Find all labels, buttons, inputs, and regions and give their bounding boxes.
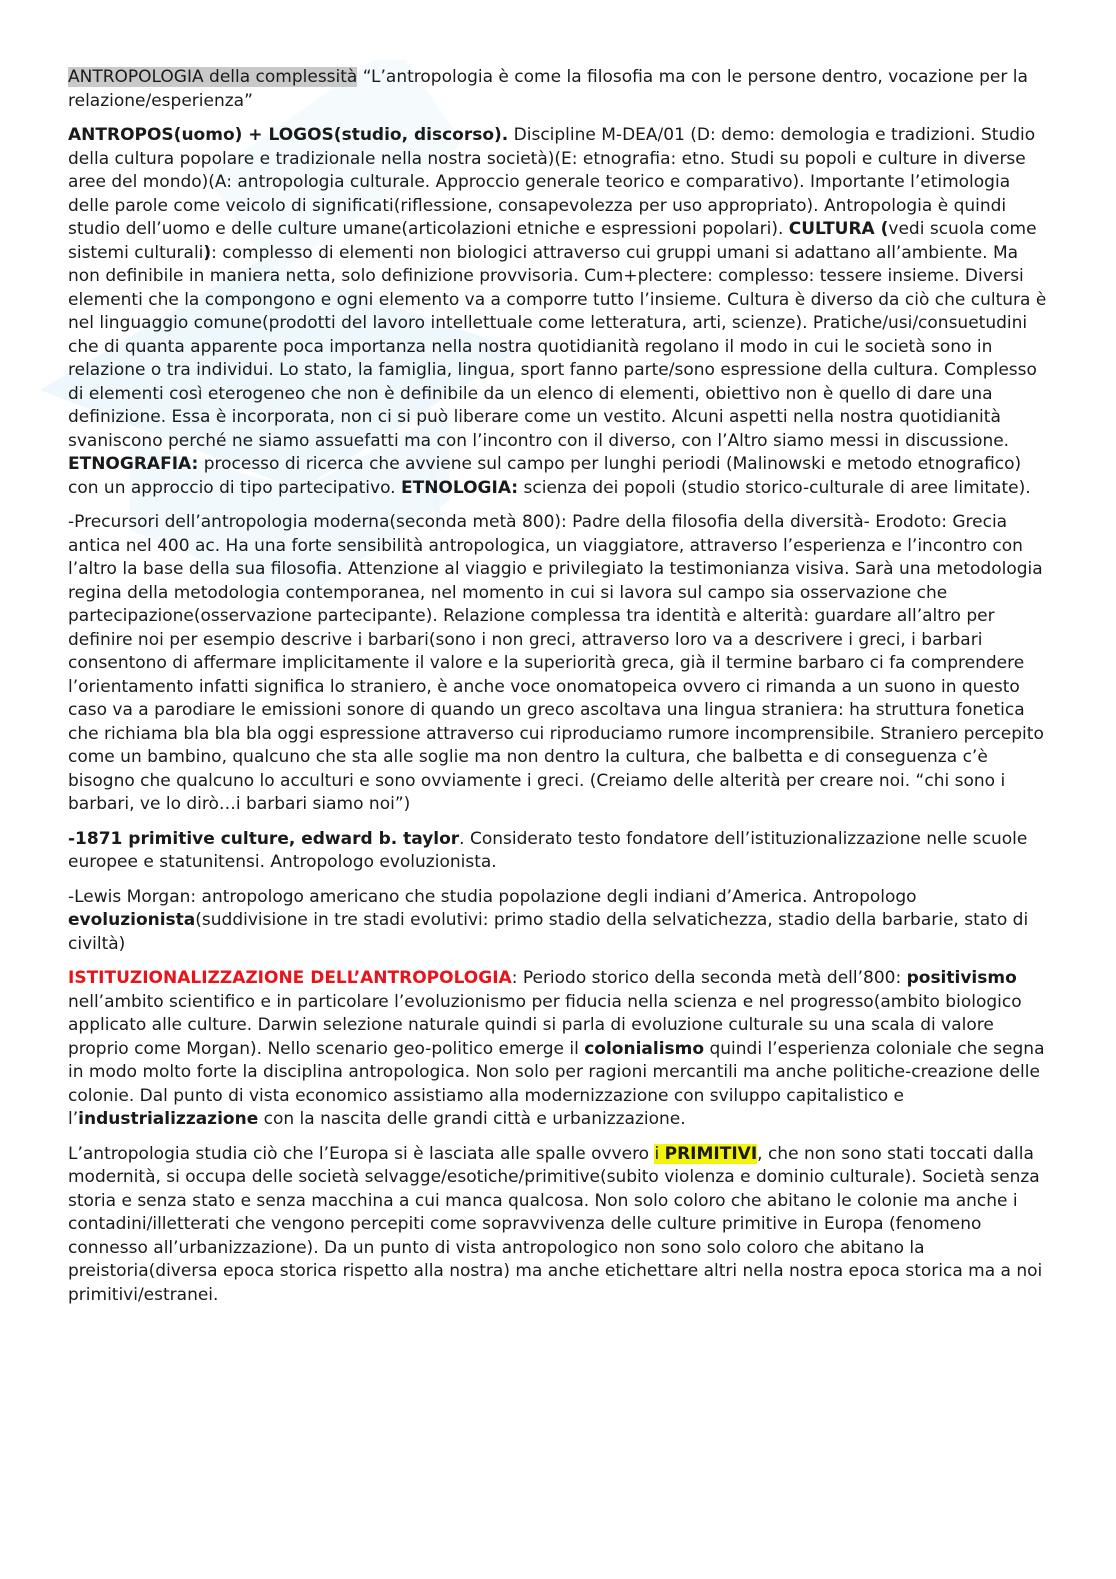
paragraph-definitions (68, 124, 1053, 500)
etnologia-term: ETNOLOGIA: (400, 477, 519, 498)
document-page (68, 66, 1053, 1318)
text-span: , che non sono stati toccati dalla modernità, si occupa delle società selvagge/esotiche/primitive(subito violenza e dominio culturale). Società senza storia e senza stato e senza macchina a cui manca qualcosa. Non solo coloro che abitano le colonie ma anche i contadini/illetterati che vengono percepiti come sopravvivenza delle culture primitive in Europa (fenomeno connesso all’urbanizzazione). Da un punto di vista antropologico non sono solo coloro che abitano la preistoria(diversa epoca storica rispetto alla nostra) ma anche etichettare altri nella nostra epoca storica ma a noi primitivi/estranei. (68, 1143, 1043, 1305)
highlight-article: i (654, 1143, 665, 1164)
text-span: quindi l’esperienza coloniale che segna in modo molto forte la disciplina antropologica. Non solo per ragioni mercantili ma anche politiche-creazione delle colonie. Dal punto di vista economico assistiamo alla modernizzazione con sviluppo capitalistico e l’ (68, 1038, 1045, 1129)
text-span: -Lewis Morgan: antropologo americano che studia popolazione degli indiani d’America. Antropologo (68, 886, 917, 907)
primitivi-term: PRIMITIVI (664, 1143, 758, 1164)
text-span: (suddivisione in tre stadi evolutivi: primo stadio della selvatichezza, stadio della barbarie, stato di civiltà) (68, 910, 1029, 954)
document-title: ANTROPOLOGIA della complessità (68, 67, 358, 87)
text-span: L’antropologia studia ciò che l’Europa si è lasciata alle spalle ovvero (68, 1143, 655, 1164)
text-span: Discipline M-DEA/01 (D: demo: demologia e tradizioni. Studio della cultura popolare e tradizionale nella nostra società)(E: etnografia: etno. Studi su popoli e culture in diverse aree del mondo)(A: antropologia culturale. Approccio generale teorico e comparativo). Importante l’etimologia delle parole come veicolo di significati(riflessione, consapevolezza per uso appropriato). Antropologia è quindi studio dell’uomo e delle culture umane(articolazioni etniche e espressioni popolari). (68, 125, 1036, 239)
cultura-term: CULTURA ( (788, 219, 889, 239)
paragraph-istituzionalizzazione (68, 967, 1053, 1132)
text-span: scienza dei popoli (studio storico-culturale di aree limitate). (518, 477, 1031, 498)
taylor-term: primitive culture, edward b. taylor (128, 828, 460, 849)
bold-paren: ) (203, 242, 212, 263)
positivismo-term: positivismo (906, 968, 1017, 988)
paragraph-primitivi (68, 1143, 1053, 1308)
text-span: : complesso di elementi non biologici attraverso cui gruppi umani si adattano all’ambiente. Ma non definibile in maniera netta, solo definizione provvisoria. Cum+plectere: complesso: tessere insieme. Diversi elementi che la compongono e ogni elemento va a comporre tutto l’insieme. Cultura è diverso da ciò che cultura è nel linguaggio comune(prodotti del lavoro intellettuale come letteratura, arti, scienze). Pratiche/usi/consuetudini che di quanta apparente poca importanza nella nostra quotidianità regolano il modo in cui le società sono in relazione o tra individui. Lo stato, la famiglia, lingua, sport fanno parte/sono espressione della cultura. Complesso di elementi così eterogeneo che non è definibile da un elenco di elementi, obiettivo non è quello di dare una definizione. Essa è incorporata, non ci si può liberare come un vestito. Alcuni aspetti nella nostra quotidianità svaniscono perché ne siamo assuefatti ma con l’incontro con il diverso, con l’Altro siamo messi in discussione. (68, 242, 1047, 451)
paragraph-intro (68, 66, 1053, 113)
paragraph-taylor (68, 828, 1053, 875)
text-span: vedi scuola come sistemi culturali (68, 219, 1037, 263)
text-span: processo di ricerca che avviene sul campo per lunghi periodi (Malinowski e metodo etnografico) con un approccio di tipo partecipativo. (68, 454, 1022, 498)
text-span: con la nascita delle grandi città e urbanizzazione. (258, 1109, 686, 1129)
text-span: . Considerato testo fondatore dell’istituzionalizzazione nelle scuole europee e statunitensi. Antropologo evoluzionista. (68, 828, 1028, 872)
text-span: nell’ambito scientifico e in particolare l’evoluzionismo per fiducia nella scienza e nel progresso(ambito biologico applicato alle culture. Darwin selezione naturale quindi si parla di evoluzione culturale su una scala di valore proprio come Morgan). Nello scenario geo-politico emerge il (68, 991, 1022, 1059)
primitivi-highlight (654, 1144, 757, 1164)
paragraph-morgan (68, 886, 1053, 957)
antropos-logos-term: ANTROPOS(uomo) + LOGOS(studio, discorso). (68, 125, 509, 145)
etnografia-term: ETNOGRAFIA: (68, 454, 199, 474)
paragraph-precursori: -Precursori dell’antropologia moderna(seconda metà 800): Padre della filosofia della diversità- Erodoto: Grecia antica nel 400 ac. Ha una forte sensibilità antropologica, un viaggiatore, attraverso l’esperienza e l’incontro con l’altro la base della sua filosofia. Attenzione al viaggio e privilegiato la testimonianza visiva. Sarà una metodologia regina della metodologia contemporanea, nel momento in cui si lavora sul campo sia osservazione che partecipazione(osservazione partecipante). Relazione complessa tra identità e alterità: guardare all’altro per definire noi per esempio descrive i barbari(sono i non greci, attraverso loro va a descrivere i greci, i barbari consentono di affermare implicitamente il valore e la superiorità greca, già il termine barbaro ci fa comprendere l’orientamento infatti significa lo straniero, è anche voce onomatopeica ovvero ci rimanda a un suono in questo caso va a parodiare le emissioni sonore di quando un greco ascoltava una lingua straniera: ha struttura fonetica che richiama bla bla bla oggi espressione attraverso cui riproduciamo rumore incomprensibile. Straniero percepito come un bambino, qualcuno che sta alle soglie ma non dentro la cultura, che balbetta e di conseguenza c’è bisogno che qualcuno lo acculturi e sono ovviamente i greci. (Creiamo delle alterità per creare noi. “chi sono i barbari, ve lo dirò…i barbari siamo noi”) (68, 512, 1044, 814)
colonialismo-term: colonialismo (584, 1038, 705, 1059)
industrializzazione-term: industrializzazione (78, 1109, 259, 1129)
evoluzionista-term: evoluzionista (68, 910, 196, 930)
istituzionalizzazione-heading: ISTITUZIONALIZZAZIONE DELL’ANTROPOLOGIA (68, 968, 512, 988)
intro-quote: “L’antropologia è come la filosofia ma con le persone dentro, vocazione per la relazione/esperienza” (68, 67, 1028, 111)
year-1871: -1871 (68, 828, 129, 849)
text-span: : Periodo storico della seconda metà dell’800: (511, 968, 907, 988)
